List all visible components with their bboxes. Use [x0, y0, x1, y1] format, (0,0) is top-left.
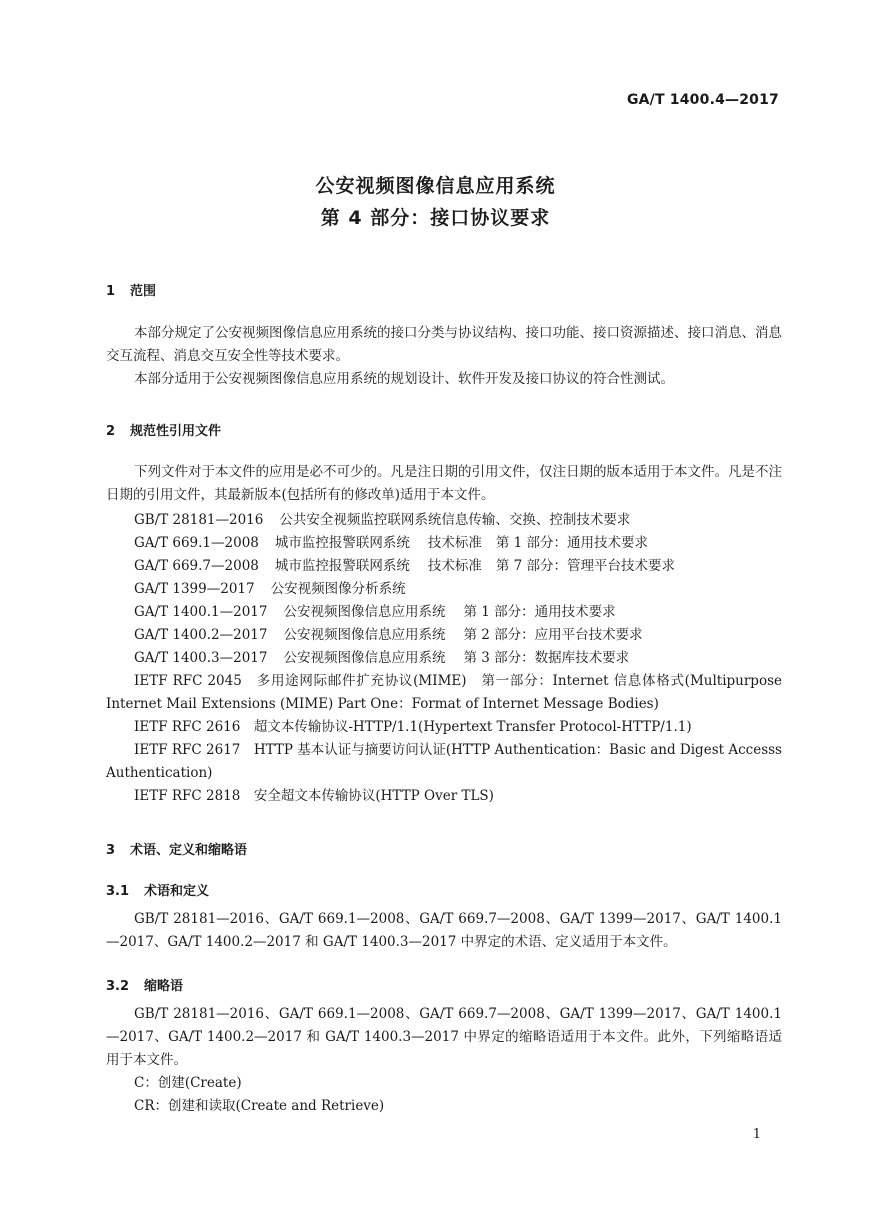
reference-code: GA/T 1400.3—2017	[134, 650, 268, 666]
reference-part: 第 1 部分：通用技术要求	[463, 604, 616, 620]
section-number: 1	[106, 284, 116, 299]
reference-title: 公安视频图像信息应用系统	[283, 627, 446, 643]
document-subtitle: 第 4 部分：接口协议要求	[320, 207, 551, 229]
reference-code: GA/T 1399—2017	[134, 581, 255, 597]
reference-item	[134, 652, 629, 666]
reference-item	[134, 606, 616, 620]
reference-rfc-2045	[106, 670, 782, 716]
paragraph: IETF RFC 2818 安全超文本传输协议(HTTP Over TLS)	[134, 788, 494, 804]
subsection-3-1-body	[106, 908, 782, 954]
paragraph: 下列文件对于本文件的应用是必不可少的。凡是注日期的引用文件，仅注日期的版本适用于本文件。凡是不注日期的引用文件，其最新版本(包括所有的修改单)适用于本文件。	[106, 464, 782, 503]
reference-item	[134, 583, 406, 597]
reference-rfc-2818	[106, 785, 782, 808]
section-title: 范围	[130, 284, 157, 299]
reference-part: 第 1 部分：通用技术要求	[495, 535, 649, 551]
page-number: 1	[752, 1127, 761, 1142]
subsection-3-2-body	[106, 1003, 782, 1118]
paragraph: 本部分规定了公安视频图像信息应用系统的接口分类与协议结构、接口功能、接口资源描述、接口消息、消息交互流程、消息交互安全性等技术要求。	[106, 325, 782, 364]
reference-item	[134, 514, 630, 528]
subsection-3-2-heading	[106, 975, 183, 994]
subsection-3-1-heading	[106, 880, 209, 899]
reference-title: 公安视频图像信息应用系统	[283, 604, 446, 620]
abbreviation-item: CR：创建和读取(Create and Retrieve)	[134, 1098, 385, 1114]
section-number: 3.1	[106, 884, 130, 899]
section-title: 术语和定义	[144, 884, 210, 899]
reference-code: GA/T 669.1—2008	[134, 535, 259, 551]
paragraph: GB/T 28181—2016、GA/T 669.1—2008、GA/T 669.7—2008、GA/T 1399—2017、GA/T 1400.1—2017、GA/T 1400.2—2017 和 GA/T 1400.3—2017 中界定的术语、定义适用于本文件。	[106, 911, 782, 950]
reference-title: 公安视频图像信息应用系统	[283, 650, 446, 666]
section-number: 3.2	[106, 979, 130, 994]
reference-code: GA/T 1400.2—2017	[134, 627, 268, 643]
reference-item	[134, 560, 675, 574]
section-title: 规范性引用文件	[130, 424, 222, 439]
section-3-heading	[106, 839, 247, 858]
section-1-heading	[106, 280, 156, 299]
reference-part: 第 7 部分：管理平台技术要求	[495, 558, 676, 574]
paragraph: IETF RFC 2045 多用途网际邮件扩充协议(MIME) 第一部分：Internet 信息体格式(Multipurpose Internet Mail Extensions (MIME) Part One：Format of Internet Message Bodies)	[106, 673, 782, 712]
paragraph: GB/T 28181—2016、GA/T 669.1—2008、GA/T 669.7—2008、GA/T 1399—2017、GA/T 1400.1—2017、GA/T 1400.2—2017 和 GA/T 1400.3—2017 中界定的缩略语适用于本文件。此外，下列缩略语适用于本文件。	[106, 1006, 782, 1068]
paragraph: IETF RFC 2617 HTTP 基本认证与摘要访问认证(HTTP Authentication：Basic and Digest Accesss Authentication)	[106, 742, 782, 781]
paragraph: IETF RFC 2616 超文本传输协议-HTTP/1.1(Hypertext Transfer Protocol-HTTP/1.1)	[134, 719, 692, 735]
section-2-intro	[106, 461, 782, 507]
reference-subtitle: 技术标准	[427, 558, 482, 574]
reference-part: 第 2 部分：应用平台技术要求	[463, 627, 643, 643]
paragraph: 本部分适用于公安视频图像信息应用系统的规划设计、软件开发及接口协议的符合性测试。	[134, 371, 674, 387]
reference-rfc-2617	[106, 739, 782, 785]
section-number: 2	[106, 424, 116, 439]
reference-title: 公共安全视频监控联网系统信息传输、交换、控制技术要求	[279, 512, 631, 528]
document-title: 公安视频图像信息应用系统	[315, 175, 556, 197]
reference-code: GA/T 669.7—2008	[134, 558, 259, 574]
reference-title: 城市监控报警联网系统	[274, 535, 410, 551]
reference-rfc-2616	[106, 716, 782, 739]
reference-subtitle: 技术标准	[427, 535, 482, 551]
section-1-body	[106, 322, 782, 391]
reference-title: 城市监控报警联网系统	[274, 558, 410, 574]
reference-code: GA/T 1400.1—2017	[134, 604, 268, 620]
reference-title: 公安视频图像分析系统	[270, 581, 406, 597]
reference-item	[134, 537, 648, 551]
reference-item	[134, 629, 643, 643]
section-title: 缩略语	[144, 979, 184, 994]
section-number: 3	[106, 843, 116, 858]
reference-code: GB/T 28181—2016	[134, 512, 264, 528]
section-title: 术语、定义和缩略语	[130, 843, 248, 858]
abbreviation-item: C：创建(Create)	[134, 1075, 242, 1091]
section-2-heading	[106, 420, 221, 439]
reference-part: 第 3 部分：数据库技术要求	[463, 650, 630, 666]
standard-code: GA/T 1400.4—2017	[626, 92, 779, 108]
